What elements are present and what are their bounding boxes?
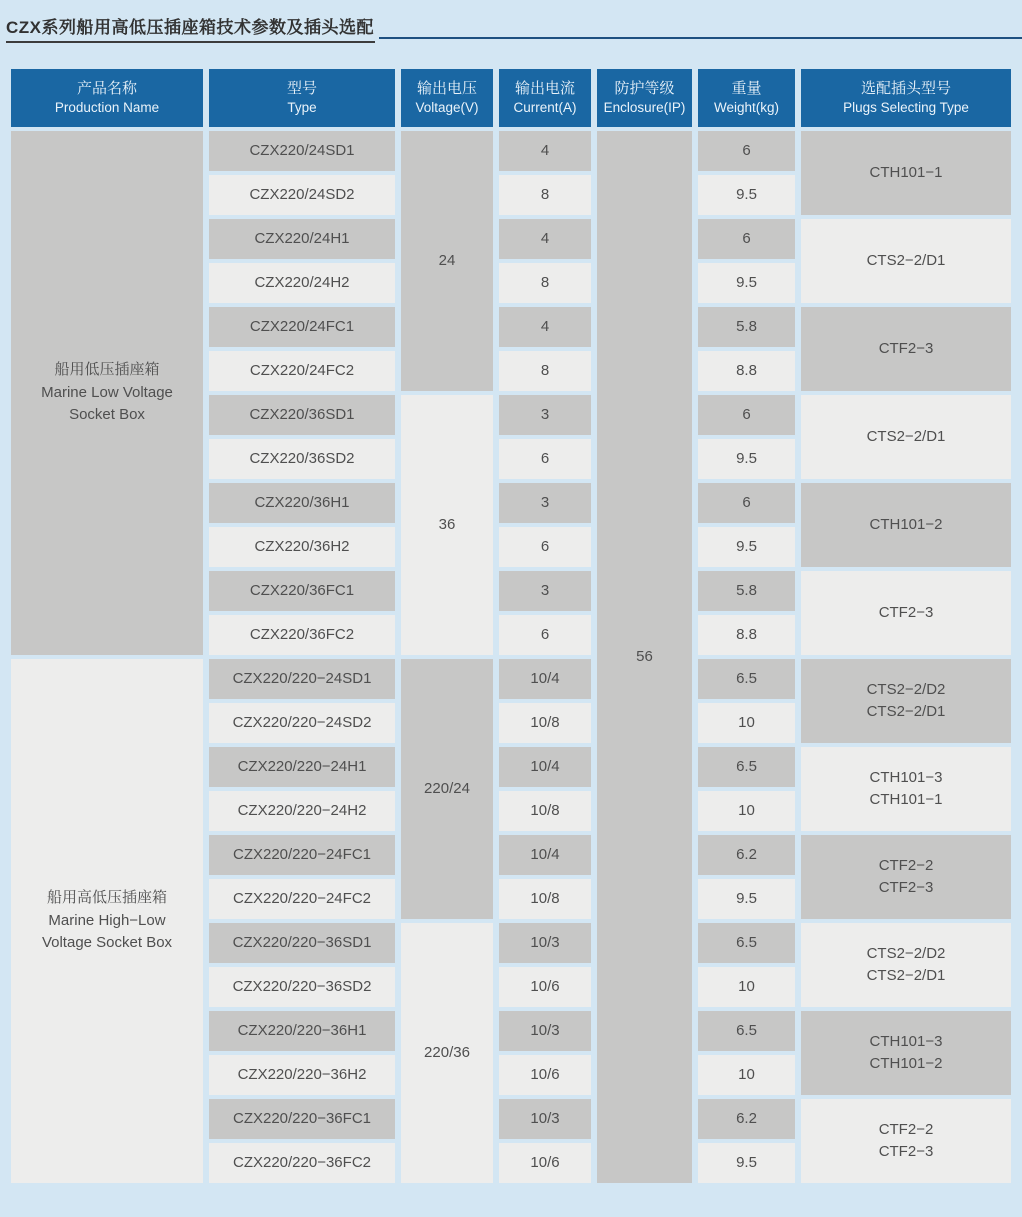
- type-cell: [209, 967, 395, 1007]
- plug-type-value: CTF2−3: [878, 339, 934, 357]
- plug-type-value: CTF2−3: [878, 603, 934, 621]
- current-value: 10/3: [530, 1021, 560, 1039]
- type-value: CZX220/24SD2: [249, 185, 355, 203]
- voltage-value: 220/24: [424, 779, 470, 797]
- weight-cell: [698, 175, 795, 215]
- header-label-en: Weight(kg): [713, 100, 780, 116]
- type-cell: [209, 659, 395, 699]
- type-cell: [209, 1099, 395, 1139]
- enclosure-cell: [597, 131, 692, 1183]
- weight-value: 5.8: [736, 581, 757, 599]
- current-cell: [499, 219, 591, 259]
- type-value: CZX220/220−36SD2: [232, 977, 372, 995]
- header-label-cn: 输出电压: [416, 80, 477, 98]
- header-label-cn: 产品名称: [76, 80, 137, 98]
- weight-value: 6.5: [736, 669, 757, 687]
- product-name-en: Marine Low Voltage: [41, 383, 173, 401]
- weight-cell: [698, 395, 795, 435]
- current-cell: [499, 615, 591, 655]
- current-value: 4: [540, 141, 550, 159]
- current-cell: [499, 175, 591, 215]
- header-label-en: Voltage(V): [415, 100, 479, 116]
- weight-cell: [698, 483, 795, 523]
- voltage-value: 36: [438, 515, 456, 533]
- current-value: 6: [540, 449, 550, 467]
- current-value: 10/3: [530, 933, 560, 951]
- type-cell: [209, 395, 395, 435]
- current-cell: [499, 307, 591, 347]
- weight-value: 10: [738, 801, 755, 819]
- current-cell: [499, 703, 591, 743]
- table-header: [11, 69, 1011, 127]
- plugs-cell: [801, 659, 1011, 743]
- weight-cell: [698, 1099, 795, 1139]
- type-value: CZX220/220−24H2: [237, 801, 367, 819]
- header-row: [11, 69, 1011, 127]
- current-value: 8: [540, 185, 550, 203]
- type-cell: [209, 307, 395, 347]
- voltage-cell: [401, 659, 493, 919]
- type-cell: [209, 175, 395, 215]
- plug-type-value: CTS2−2/D1: [866, 251, 946, 269]
- type-cell: [209, 835, 395, 875]
- current-cell: [499, 395, 591, 435]
- weight-value: 6.2: [736, 845, 757, 863]
- current-value: 10/8: [530, 713, 560, 731]
- header-label-en: Current(A): [513, 100, 577, 116]
- header-label-cn: 输出电流: [514, 80, 575, 98]
- title-bar: [0, 0, 1022, 43]
- plug-type-value: CTH101−3: [869, 1032, 943, 1050]
- current-value: 8: [540, 273, 550, 291]
- plugs-cell: [801, 923, 1011, 1007]
- type-value: CZX220/220−36FC2: [232, 1153, 371, 1171]
- voltage-value: 24: [438, 251, 456, 269]
- spec-table: [5, 65, 1017, 1187]
- current-value: 3: [540, 405, 550, 423]
- weight-cell: [698, 747, 795, 787]
- current-cell: [499, 263, 591, 303]
- plugs-cell: [801, 1011, 1011, 1095]
- weight-value: 8.8: [736, 625, 757, 643]
- table-row: [11, 131, 1011, 171]
- weight-value: 6.5: [736, 933, 757, 951]
- current-cell: [499, 1099, 591, 1139]
- type-cell: [209, 351, 395, 391]
- type-value: CZX220/24FC1: [249, 317, 355, 335]
- type-cell: [209, 879, 395, 919]
- type-cell: [209, 219, 395, 259]
- header-label-cn: 防护等级: [614, 80, 675, 98]
- current-cell: [499, 351, 591, 391]
- current-value: 10/6: [530, 1065, 560, 1083]
- type-value: CZX220/36H1: [254, 493, 350, 511]
- type-cell: [209, 615, 395, 655]
- current-value: 10/6: [530, 977, 560, 995]
- column-header-type: [209, 69, 395, 127]
- product-name-cn: 船用高低压插座箱: [46, 889, 167, 907]
- weight-value: 6.5: [736, 757, 757, 775]
- weight-cell: [698, 1055, 795, 1095]
- type-value: CZX220/220−24SD1: [232, 669, 372, 687]
- type-cell: [209, 1011, 395, 1051]
- current-cell: [499, 571, 591, 611]
- plug-type-value: CTS2−2/D1: [866, 967, 946, 984]
- plug-type-value: CTH101−2: [869, 515, 943, 533]
- weight-cell: [698, 439, 795, 479]
- current-value: 10/4: [530, 757, 560, 775]
- type-value: CZX220/36SD2: [249, 449, 355, 467]
- current-value: 6: [540, 537, 550, 555]
- voltage-cell: [401, 923, 493, 1183]
- current-value: 10/8: [530, 801, 560, 819]
- voltage-cell: [401, 395, 493, 655]
- current-value: 10/6: [530, 1153, 560, 1171]
- current-cell: [499, 1055, 591, 1095]
- type-cell: [209, 131, 395, 171]
- weight-cell: [698, 307, 795, 347]
- weight-cell: [698, 791, 795, 831]
- type-value: CZX220/220−36SD1: [232, 933, 372, 951]
- type-cell: [209, 1143, 395, 1183]
- weight-value: 10: [738, 713, 755, 731]
- weight-value: 9.5: [736, 1153, 757, 1171]
- plug-type-value: CTS2−2/D2: [866, 680, 946, 698]
- plugs-cell: [801, 219, 1011, 303]
- column-header-current: [499, 69, 591, 127]
- weight-cell: [698, 879, 795, 919]
- plugs-cell: [801, 307, 1011, 391]
- weight-cell: [698, 1011, 795, 1051]
- weight-cell: [698, 527, 795, 567]
- type-value: CZX220/24FC2: [249, 361, 355, 379]
- header-label-en: Production Name: [54, 100, 160, 116]
- weight-value: 9.5: [736, 185, 757, 203]
- current-cell: [499, 835, 591, 875]
- header-label-en: Plugs Selecting Type: [843, 100, 969, 116]
- weight-value: 10: [738, 1065, 755, 1083]
- weight-cell: [698, 131, 795, 171]
- weight-value: 9.5: [736, 889, 757, 907]
- type-value: CZX220/36FC1: [249, 581, 355, 599]
- weight-value: 6.5: [736, 1021, 757, 1039]
- current-cell: [499, 879, 591, 919]
- plugs-cell: [801, 747, 1011, 831]
- weight-cell: [698, 571, 795, 611]
- plug-type-value: CTS2−2/D2: [866, 944, 946, 962]
- type-value: CZX220/24H1: [254, 229, 350, 247]
- weight-value: 6: [742, 493, 751, 511]
- type-cell: [209, 527, 395, 567]
- voltage-cell: [401, 131, 493, 391]
- current-value: 8: [540, 361, 550, 379]
- type-value: CZX220/36SD1: [249, 405, 355, 423]
- product-name-en: Marine High−Low: [48, 911, 166, 929]
- weight-cell: [698, 1143, 795, 1183]
- current-cell: [499, 439, 591, 479]
- weight-value: 6: [742, 141, 751, 159]
- plug-type-value: CTF2−2: [878, 1120, 934, 1138]
- type-cell: [209, 923, 395, 963]
- type-value: CZX220/24H2: [254, 273, 350, 291]
- table-body: [11, 131, 1011, 1183]
- column-header-enclosure: [597, 69, 692, 127]
- current-cell: [499, 131, 591, 171]
- current-cell: [499, 967, 591, 1007]
- current-value: 10/8: [530, 889, 560, 907]
- header-label-en: Type: [287, 100, 317, 116]
- column-header-voltage: [401, 69, 493, 127]
- plugs-cell: [801, 131, 1011, 215]
- current-cell: [499, 659, 591, 699]
- column-header-production-name: [11, 69, 203, 127]
- weight-cell: [698, 923, 795, 963]
- current-cell: [499, 791, 591, 831]
- current-value: 10/3: [530, 1109, 560, 1127]
- type-value: CZX220/220−24FC1: [232, 845, 371, 863]
- plugs-cell: [801, 483, 1011, 567]
- weight-cell: [698, 967, 795, 1007]
- current-value: 6: [540, 625, 550, 643]
- header-label-cn: 重量: [731, 80, 762, 98]
- type-value: CZX220/220−36H2: [237, 1065, 367, 1083]
- header-label-cn: 选配插头型号: [860, 80, 951, 98]
- current-value: 10/4: [530, 669, 560, 687]
- weight-value: 10: [738, 977, 755, 995]
- weight-value: 5.8: [736, 317, 757, 335]
- type-cell: [209, 483, 395, 523]
- plug-type-value: CTH101−3: [869, 768, 943, 786]
- type-cell: [209, 791, 395, 831]
- weight-value: 8.8: [736, 361, 757, 379]
- weight-cell: [698, 351, 795, 391]
- plug-type-value: CTF2−3: [878, 1143, 934, 1160]
- weight-value: 9.5: [736, 537, 757, 555]
- page-title: CZX系列船用高低压插座箱技术参数及插头选配: [6, 13, 375, 43]
- enclosure-value: 56: [636, 647, 653, 665]
- type-cell: [209, 747, 395, 787]
- weight-cell: [698, 835, 795, 875]
- plugs-cell: [801, 395, 1011, 479]
- type-value: CZX220/220−36FC1: [232, 1109, 371, 1127]
- current-value: 4: [540, 317, 550, 335]
- plugs-cell: [801, 1099, 1011, 1183]
- current-value: 4: [540, 229, 550, 247]
- type-value: CZX220/220−24H1: [237, 757, 367, 775]
- weight-cell: [698, 703, 795, 743]
- weight-value: 6: [742, 229, 751, 247]
- plug-type-value: CTH101−1: [869, 163, 943, 181]
- type-value: CZX220/220−24FC2: [232, 889, 371, 907]
- header-label-en: Enclosure(IP): [603, 100, 686, 116]
- plugs-cell: [801, 571, 1011, 655]
- weight-value: 6.2: [736, 1109, 757, 1127]
- title-rule-line: [379, 37, 1022, 39]
- plug-type-value: CTF2−3: [878, 879, 934, 896]
- current-cell: [499, 527, 591, 567]
- current-cell: [499, 483, 591, 523]
- current-cell: [499, 747, 591, 787]
- current-cell: [499, 1011, 591, 1051]
- type-cell: [209, 263, 395, 303]
- table-row: [11, 659, 1011, 699]
- plug-type-value: CTH101−1: [869, 791, 943, 808]
- weight-cell: [698, 263, 795, 303]
- weight-value: 9.5: [736, 273, 757, 291]
- type-value: CZX220/24SD1: [249, 141, 355, 159]
- current-cell: [499, 1143, 591, 1183]
- weight-cell: [698, 615, 795, 655]
- current-cell: [499, 923, 591, 963]
- current-value: 10/4: [530, 845, 560, 863]
- weight-value: 6: [742, 405, 751, 423]
- product-name-cell: [11, 659, 203, 1183]
- product-name-en: Voltage Socket Box: [41, 934, 173, 952]
- voltage-value: 220/36: [424, 1043, 470, 1061]
- plug-type-value: CTH101−2: [869, 1055, 943, 1072]
- current-value: 3: [540, 581, 550, 599]
- type-cell: [209, 1055, 395, 1095]
- current-value: 3: [540, 493, 550, 511]
- type-cell: [209, 703, 395, 743]
- weight-cell: [698, 659, 795, 699]
- header-label-cn: 型号: [286, 80, 317, 98]
- column-header-weight: [698, 69, 795, 127]
- type-cell: [209, 571, 395, 611]
- plugs-cell: [801, 835, 1011, 919]
- type-value: CZX220/36FC2: [249, 625, 355, 643]
- plug-type-value: CTS2−2/D1: [866, 703, 946, 720]
- product-name-cn: 船用低压插座箱: [54, 361, 160, 379]
- weight-value: 9.5: [736, 449, 757, 467]
- column-header-plugs: [801, 69, 1011, 127]
- plug-type-value: CTS2−2/D1: [866, 427, 946, 445]
- type-value: CZX220/220−36H1: [237, 1021, 367, 1039]
- type-value: CZX220/36H2: [254, 537, 350, 555]
- plug-type-value: CTF2−2: [878, 856, 934, 874]
- product-name-en: Socket Box: [69, 406, 145, 424]
- product-name-cell: [11, 131, 203, 655]
- type-value: CZX220/220−24SD2: [232, 713, 372, 731]
- weight-cell: [698, 219, 795, 259]
- type-cell: [209, 439, 395, 479]
